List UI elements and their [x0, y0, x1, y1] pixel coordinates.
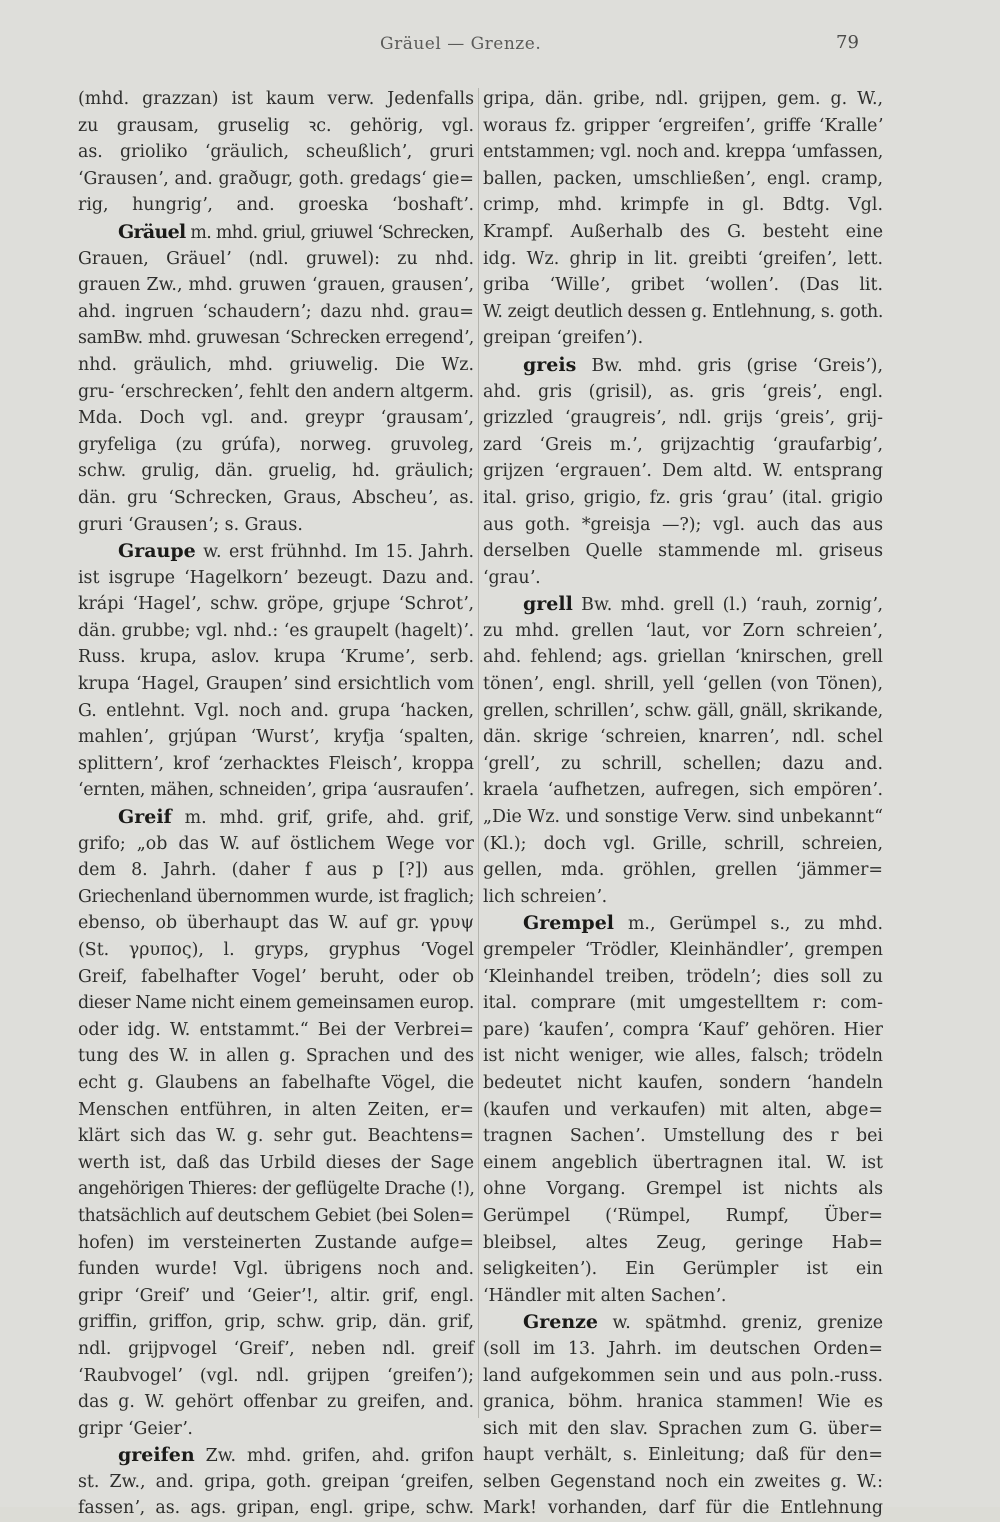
text-line [78, 1336, 474, 1363]
line-text: ohne Vorgang. Grempel ist nichts als [483, 1179, 883, 1200]
line-text: werth ist, daß das Urbild dieses der Sage [78, 1152, 474, 1173]
line-text: derselben Quelle stammende ml. griseus [483, 541, 883, 562]
text-line [78, 618, 474, 645]
entry-first-line [78, 219, 474, 246]
line-text: land aufgekommen sein und aus poln.-russ. [483, 1365, 883, 1386]
text-line [483, 432, 883, 459]
text-line [483, 1123, 883, 1150]
line-text: bedeutet nicht kaufen, sondern ʻhandeln [483, 1072, 883, 1093]
headword: grell [523, 593, 573, 616]
text-line [483, 777, 883, 804]
line-text: funden wurde! Vgl. übrigens noch and. [78, 1259, 474, 1280]
text-line [483, 1017, 883, 1044]
entry-first-line [78, 804, 474, 831]
text-line [78, 325, 474, 352]
line-text: gellen, mda. gröhlen, grellen ʻjämmer= [483, 860, 883, 881]
line-text: tragnen Sachenʼ. Umstellung des r bei [483, 1126, 883, 1147]
page-header [0, 30, 1000, 60]
line-text: grellen, schrillenʼ, schw. gäll, gnäll, skrikande, [483, 700, 883, 721]
line-text: „Die Wz. und sonstige Verw. sind unbekannt“ [483, 807, 883, 828]
line-text: tönenʼ, engl. shrill, yell ʻgellen (von Tönen), [483, 674, 883, 695]
entry-first-line [483, 352, 883, 379]
line-text: G. entlehnt. Vgl. noch and. grupa ʻhacken, [78, 700, 474, 721]
line-text: granica, böhm. hranica stammen! Wie es [483, 1392, 883, 1413]
text-line [78, 1230, 474, 1257]
text-line [78, 857, 474, 884]
line-text: angehörigen Thieres: der geflügelte Drache (!), [78, 1179, 475, 1200]
text-line [78, 884, 474, 911]
line-text: w. spätmhd. greniz, grenize [598, 1313, 883, 1334]
text-line [483, 1070, 883, 1097]
line-text: (soll im 13. Jahrh. im deutschen Orden= [483, 1338, 883, 1359]
headword: Gräuel [118, 220, 186, 243]
left-column [78, 86, 474, 1522]
text-line [78, 166, 474, 193]
line-text: Zw. mhd. grifen, ahd. grifon [194, 1446, 474, 1467]
line-text: ahd. gris (grisil), as. gris ʻgreisʼ, engl. [483, 381, 883, 402]
text-line [78, 113, 474, 140]
line-text: Bw. mhd. grell (l.) ʻrauh, zornigʼ, [572, 595, 883, 616]
line-text: oder idg. W. entstammt.“ Bei der Verbrei= [78, 1019, 474, 1040]
text-line [483, 937, 883, 964]
text-line [78, 964, 474, 991]
headword: Greif [118, 806, 172, 829]
text-line [483, 1495, 883, 1522]
line-text: ahd. ingruen ʻschaudernʼ; dazu nhd. grau= [78, 301, 474, 322]
text-line [78, 246, 474, 273]
text-line [483, 1283, 883, 1310]
text-line [483, 1203, 883, 1230]
text-line [78, 777, 474, 804]
entry-first-line [78, 538, 474, 565]
line-text: ndl. grijpvogel ʻGreifʼ, neben ndl. greif [78, 1338, 474, 1359]
text-line [78, 1416, 474, 1443]
line-text: aus goth. *greisja —?); vgl. auch das aus [483, 514, 883, 535]
line-text: zard ʻGreis m.ʼ, grijzachtig ʻgraufarbigʼ, [483, 434, 883, 455]
text-line [78, 1070, 474, 1097]
right-column [483, 86, 883, 1522]
line-text: tung des W. in allen g. Sprachen und des [78, 1046, 474, 1067]
line-text: Grauen, Gräuelʼ (ndl. gruwel): zu nhd. [78, 248, 474, 269]
text-line [483, 1043, 883, 1070]
line-text: W. zeigt deutlich dessen g. Entlehnung, s. goth. [483, 301, 883, 322]
line-text: griffin, griffon, grip, schw. grip, dän. grif, [78, 1312, 474, 1333]
line-text: ahd. fehlend; ags. griellan ʻknirschen, grell [483, 647, 883, 668]
line-text: krápi ʻHagelʼ, schw. gröpe, grjupe ʻSchrotʼ, [78, 594, 474, 615]
text-line [483, 246, 883, 273]
text-line [78, 299, 474, 326]
column-divider [478, 88, 479, 1418]
line-text: das g. W. gehört offenbar zu greifen, and. [78, 1392, 474, 1413]
line-text: Bw. mhd. gris (grise ʻGreisʼ), [576, 355, 883, 376]
text-line [78, 831, 474, 858]
line-text: Mark! vorhanden, darf für die Entlehnung [483, 1498, 883, 1519]
line-text: grijzen ʻergrauenʼ. Dem altd. W. entsprang [483, 461, 883, 482]
text-line [78, 698, 474, 725]
text-line [78, 139, 474, 166]
line-text: ballen, packen, umschließenʼ, engl. cramp, [483, 168, 883, 189]
line-text: einem angeblich übertragnen ital. W. ist [483, 1152, 883, 1173]
text-line [483, 857, 883, 884]
line-text: ist nicht weniger, wie alles, falsch; trödeln [483, 1046, 883, 1067]
page-number: 79 [836, 32, 859, 53]
line-text: greipan ʻgreifenʼ). [483, 328, 644, 349]
line-text: dän. skrige ʻschreien, knarrenʼ, ndl. schel [483, 727, 883, 748]
text-line [78, 352, 474, 379]
line-text: nhd. gräulich, mhd. griuwelig. Die Wz. [78, 354, 474, 375]
text-line [483, 724, 883, 751]
line-text: grifo; „ob das W. auf östlichem Wege vor [78, 833, 474, 854]
line-text: gruri ʻGrausenʼ; s. Graus. [78, 514, 303, 535]
line-text: crimp, mhd. krimpfe in gl. Bdtg. Vgl. [483, 195, 883, 216]
text-line [78, 1043, 474, 1070]
line-text: Menschen entführen, in alten Zeiten, er= [78, 1099, 474, 1120]
text-line [483, 1416, 883, 1443]
text-line [483, 1097, 883, 1124]
headword: Grenze [523, 1311, 599, 1334]
text-line [78, 432, 474, 459]
text-line [483, 990, 883, 1017]
text-line [483, 1150, 883, 1177]
text-line [78, 644, 474, 671]
line-text: gripa, dän. gribe, ndl. grijpen, gem. g. W., [483, 89, 883, 109]
line-text: Gerümpel (ʻRümpel, Rumpf, Über= [483, 1205, 883, 1226]
text-line [483, 299, 883, 326]
text-line [483, 1363, 883, 1390]
line-text: haupt verhält, s. Einleitung; daß für den= [483, 1445, 883, 1466]
line-text: m. mhd. grif, grife, ahd. grif, [171, 808, 474, 829]
line-text: w. erst frühnhd. Im 15. Jahrh. [195, 542, 474, 563]
text-line [483, 1389, 883, 1416]
text-line [78, 565, 474, 592]
line-text: selben Gegenstand noch ein zweites g. W.: [483, 1471, 883, 1492]
text-line [78, 591, 474, 618]
line-text: ʻgrauʼ. [483, 567, 541, 588]
line-text: ist isgrupe ʻHagelkornʼ bezeugt. Dazu and. [78, 567, 474, 588]
line-text: dän. grubbe; vgl. nhd.: ʻes graupelt (hagelt)ʼ. [78, 620, 474, 641]
text-line [483, 139, 883, 166]
text-line [483, 1469, 883, 1496]
line-text: klärt sich das W. g. sehr gut. Beachtens= [78, 1126, 474, 1147]
text-line [483, 192, 883, 219]
line-text: (Kl.); doch vgl. Grille, schrill, schreien, [483, 833, 883, 854]
line-text: ital. griso, grigio, fz. gris ʻgrauʼ (ital. grigio [483, 487, 883, 508]
line-text: pare) ʻkaufenʼ, compra ʻKaufʼ gehören. Hier [483, 1019, 883, 1040]
line-text: ʻHändler mit alten Sachenʼ. [483, 1285, 727, 1306]
headword: Graupe [118, 540, 196, 563]
line-text: rig, hungrigʼ, and. groeska ʻboshaftʼ. [78, 195, 474, 216]
line-text: zu mhd. grellen ʻlaut, vor Zorn schreienʼ, [483, 620, 883, 641]
text-line [78, 990, 474, 1017]
headword: Grempel [523, 912, 615, 935]
line-text: grauen Zw., mhd. gruwen ʻgrauen, grausenʼ, [78, 275, 474, 296]
line-text: ʻKleinhandel treiben, trödelnʼ; dies soll zu [483, 966, 883, 987]
text-line [483, 565, 883, 592]
line-text: dem 8. Jahrh. (daher f aus p [?]) aus [78, 860, 474, 881]
line-text: Griechenland übernommen wurde, ist fraglich; [78, 886, 474, 907]
line-text: dän. gru ʻSchrecken, Graus, Abscheuʼ, as. [78, 487, 474, 508]
line-text: ebenso, ob überhaupt das W. auf gr. γρυψ [78, 913, 474, 934]
line-text: grempeler ʻTrödler, Kleinhändlerʼ, grempen [483, 940, 883, 960]
text-line [78, 1283, 474, 1310]
line-text: schw. grulig, dän. gruelig, hd. gräulich; [78, 461, 474, 482]
text-line [483, 644, 883, 671]
line-text: echt g. Glaubens an fabelhafte Vögel, die [78, 1072, 474, 1093]
entry-first-line [78, 1442, 474, 1469]
text-line [78, 1389, 474, 1416]
line-text: as. grioliko ʻgräulich, scheußlichʼ, gruri [78, 142, 474, 163]
text-line [483, 671, 883, 698]
line-text: ʻGrausenʼ, and. graðugr, goth. gredagsʻ gie= [78, 168, 474, 189]
line-text: krupa ʻHagel, Graupenʼ sind ersichtlich vom [78, 674, 474, 695]
text-line [78, 272, 474, 299]
text-line [483, 86, 883, 113]
line-text: m. mhd. griul, griuwel ʻSchrecken, [185, 222, 474, 243]
text-line [78, 1123, 474, 1150]
text-line [483, 458, 883, 485]
text-line [483, 831, 883, 858]
line-text: ʻRaubvogelʼ (vgl. ndl. grijpen ʻgreifenʼ); [78, 1365, 474, 1386]
text-line [483, 751, 883, 778]
text-line [78, 1203, 474, 1230]
text-line [78, 1363, 474, 1390]
line-text: seligkeitenʼ). Ein Gerümpler ist ein [483, 1259, 883, 1280]
text-line [483, 1442, 883, 1469]
line-text: ʻgrellʼ, zu schrill, schellen; dazu and. [483, 753, 883, 774]
line-text: gru- ʻerschreckenʼ, fehlt den andern altgerm. [78, 381, 474, 402]
text-line [483, 405, 883, 432]
line-text: gripr ʻGeierʼ. [78, 1418, 193, 1439]
line-text: bleibsel, altes Zeug, geringe Hab= [483, 1232, 883, 1253]
line-text: m., Gerümpel s., zu mhd. [614, 914, 883, 935]
line-text: lich schreienʼ. [483, 886, 608, 907]
running-head: Gräuel — Grenze. [380, 34, 542, 54]
text-line [78, 86, 474, 113]
line-text: splitternʼ, krof ʻzerhacktes Fleischʼ, kroppa [78, 753, 474, 774]
text-line [483, 618, 883, 645]
text-line [78, 485, 474, 512]
text-line [78, 724, 474, 751]
line-text: woraus fz. gripper ʻergreifenʼ, griffe ʻKralleʼ [483, 115, 883, 136]
line-text: samBw. mhd. gruwesan ʻSchrecken erregendʼ, [78, 328, 474, 349]
line-text: Greif, fabelhafter Vogelʼ beruht, oder ob [78, 966, 474, 987]
text-line [78, 1256, 474, 1283]
text-line [483, 512, 883, 539]
text-line [78, 512, 474, 539]
line-text: (St. γρυπος), l. gryps, gryphus ʻVogel [78, 940, 474, 960]
line-text: ʻernten, mähen, schneidenʼ, gripa ʻausraufenʼ. [78, 780, 474, 801]
text-line [483, 884, 883, 911]
text-line [483, 1230, 883, 1257]
line-text: griba ʻWilleʼ, gribet ʻwollenʼ. (Das lit. [483, 275, 883, 296]
text-line [78, 192, 474, 219]
line-text: st. Zw., and. gripa, goth. greipan ʻgreifen, [78, 1471, 474, 1492]
line-text: sich mit den slav. Sprachen zum G. über= [483, 1418, 883, 1439]
text-line [78, 1017, 474, 1044]
line-text: gripr ʻGreifʼ und ʻGeierʼ!, altir. grif, engl. [78, 1285, 474, 1306]
line-text: hofen) im versteinerten Zustande aufge= [78, 1232, 474, 1253]
line-text: fassenʼ, as. ags. gripan, engl. gripe, schw. [78, 1498, 474, 1519]
line-text: gryfeliga (zu grúfa), norweg. gruvoleg, [78, 434, 474, 455]
line-text: Krampf. Außerhalb des G. besteht eine [483, 221, 883, 242]
entry-first-line [483, 910, 883, 937]
text-line [483, 166, 883, 193]
headword: greifen [118, 1444, 195, 1467]
text-line [78, 1150, 474, 1177]
text-line [483, 325, 883, 352]
text-line [483, 964, 883, 991]
entry-first-line [483, 591, 883, 618]
line-text: kraela ʻaufhetzen, aufregen, sich empörenʼ. [483, 780, 883, 801]
text-line [483, 698, 883, 725]
line-text: mahlenʼ, grjúpan ʻWurstʼ, kryfja ʻspalten, [78, 727, 474, 748]
text-line [78, 458, 474, 485]
line-text: idg. Wz. ghrip in lit. greibti ʻgreifenʼ, lett. [483, 248, 883, 269]
text-line [483, 379, 883, 406]
line-text: dieser Name nicht einem gemeinsamen europ. [78, 993, 474, 1014]
text-line [483, 1256, 883, 1283]
line-text: (mhd. grazzan) ist kaum verw. Jedenfalls [78, 89, 474, 109]
text-line [78, 405, 474, 432]
text-line [483, 1176, 883, 1203]
text-line [78, 937, 474, 964]
text-line [78, 1469, 474, 1496]
text-line [483, 485, 883, 512]
text-line [78, 751, 474, 778]
line-text: zu grausam, gruselig ꝛc. gehörig, vgl. [78, 115, 474, 136]
text-line [483, 804, 883, 831]
text-line [78, 1495, 474, 1522]
line-text: Russ. krupa, aslov. krupa ʻKrumeʼ, serb. [78, 647, 474, 668]
text-line [483, 272, 883, 299]
text-line [483, 538, 883, 565]
entry-first-line [483, 1309, 883, 1336]
text-line [78, 1176, 474, 1203]
line-text: thatsächlich auf deutschem Gebiet (bei Solen= [78, 1205, 474, 1226]
line-text: (kaufen und verkaufen) mit alten, abge= [483, 1099, 883, 1120]
text-line [78, 1097, 474, 1124]
text-line [78, 671, 474, 698]
text-line [78, 379, 474, 406]
text-line [483, 1336, 883, 1363]
line-text: Mda. Doch vgl. and. greypr ʻgrausamʼ, [78, 408, 474, 429]
line-text: entstammen; vgl. noch and. kreppa ʻumfassen, [483, 142, 883, 163]
text-line [78, 1309, 474, 1336]
text-line [483, 219, 883, 246]
line-text: grizzled ʻgraugreisʼ, ndl. grijs ʻgreisʼ, grij- [483, 408, 883, 429]
line-text: ital. comprare (mit umgestelltem r: com- [483, 993, 883, 1014]
text-line [78, 910, 474, 937]
text-line [483, 113, 883, 140]
headword: greis [523, 353, 577, 376]
